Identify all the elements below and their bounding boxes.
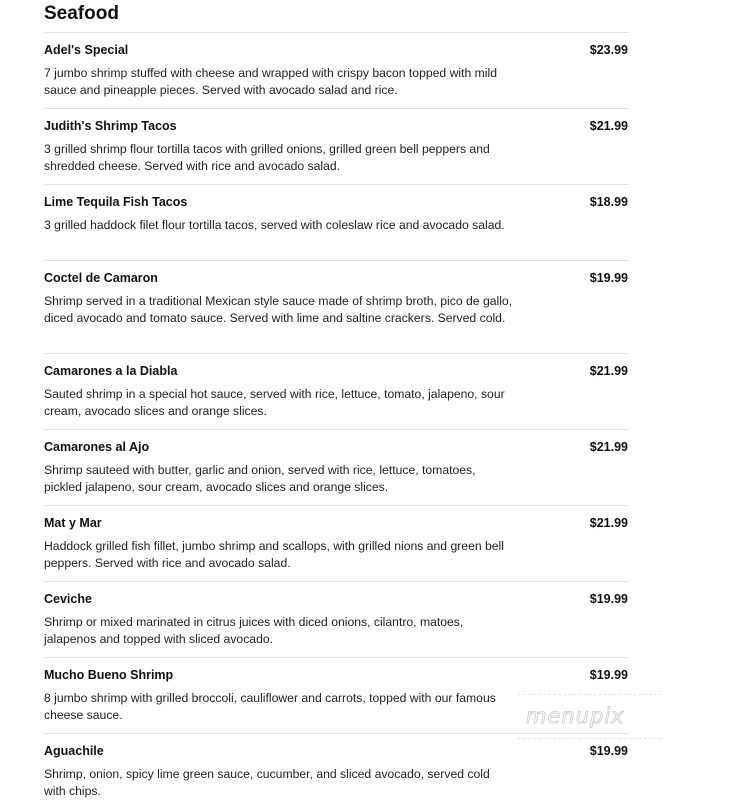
menu-item xyxy=(44,733,629,804)
item-description: 3 grilled shrimp flour tortilla tacos with grilled onions, grilled green bell peppers and shredded cheese. Served with rice and avocado salad. xyxy=(44,142,490,173)
item-price: $19.99 xyxy=(589,592,628,606)
item-price: $21.99 xyxy=(589,119,628,133)
item-description: 3 grilled haddock filet flour tortilla tacos, served with coleslaw rice and avocado salad. xyxy=(44,218,505,232)
item-description: 7 jumbo shrimp stuffed with cheese and wrapped with crispy bacon topped with mild sauce and pineapple pieces. Served with avocado salad and rice. xyxy=(44,66,497,97)
menu-item xyxy=(44,184,629,261)
item-description: Sauted shrimp in a special hot sauce, served with rice, lettuce, tomato, jalapeno, sour cream, avocado slices and orange slices. xyxy=(44,387,505,418)
watermark-text: menupix xyxy=(526,704,625,728)
item-name: Adel's Special xyxy=(44,43,129,57)
item-description: Shrimp sauteed with butter, garlic and onion, served with rice, lettuce, tomatoes, pickled jalapeno, sour cream, avocado slices and orange slices. xyxy=(44,463,476,494)
item-description: Shrimp or mixed marinated in citrus juices with diced onions, cilantro, matoes, jalapenos and topped with sliced avocado. xyxy=(44,615,464,646)
menu-item xyxy=(44,581,629,658)
item-price: $18.99 xyxy=(589,195,628,209)
item-price: $19.99 xyxy=(589,744,628,758)
item-description: Haddock grilled fish fillet, jumbo shrimp and scallops, with grilled nions and green bell peppers. Served with rice and avocado salad. xyxy=(44,539,504,570)
item-name: Mucho Bueno Shrimp xyxy=(44,668,174,682)
menu-item xyxy=(44,505,629,582)
section-title: Seafood xyxy=(44,3,119,24)
menu-item xyxy=(44,108,629,185)
item-description: 8 jumbo shrimp with grilled broccoli, cauliflower and carrots, topped with our famous cheese sauce. xyxy=(44,691,496,722)
item-price: $19.99 xyxy=(589,271,628,285)
menu-item xyxy=(44,32,629,109)
item-name: Camarones a la Diabla xyxy=(44,364,178,378)
item-name: Lime Tequila Fish Tacos xyxy=(44,195,188,209)
item-name: Mat y Mar xyxy=(44,516,102,530)
item-price: $23.99 xyxy=(589,43,628,57)
item-name: Ceviche xyxy=(44,592,92,606)
menu-item xyxy=(44,260,629,354)
item-description: Shrimp, onion, spicy lime green sauce, cucumber, and sliced avocado, served cold with chips. xyxy=(44,767,490,798)
menu-item xyxy=(44,429,629,506)
item-description: Shrimp served in a traditional Mexican style sauce made of shrimp broth, pico de gallo, diced avocado and tomato sauce. Served with lime and saltine crackers. Served cold. xyxy=(44,294,513,325)
item-name: Aguachile xyxy=(44,744,104,758)
item-name: Camarones al Ajo xyxy=(44,440,150,454)
item-price: $19.99 xyxy=(589,668,628,682)
item-price: $21.99 xyxy=(589,364,628,378)
item-name: Judith's Shrimp Tacos xyxy=(44,119,177,133)
item-price: $21.99 xyxy=(589,516,628,530)
menu-item xyxy=(44,657,629,734)
menu-item xyxy=(44,353,629,430)
item-name: Coctel de Camaron xyxy=(44,271,158,285)
item-price: $21.99 xyxy=(589,440,628,454)
